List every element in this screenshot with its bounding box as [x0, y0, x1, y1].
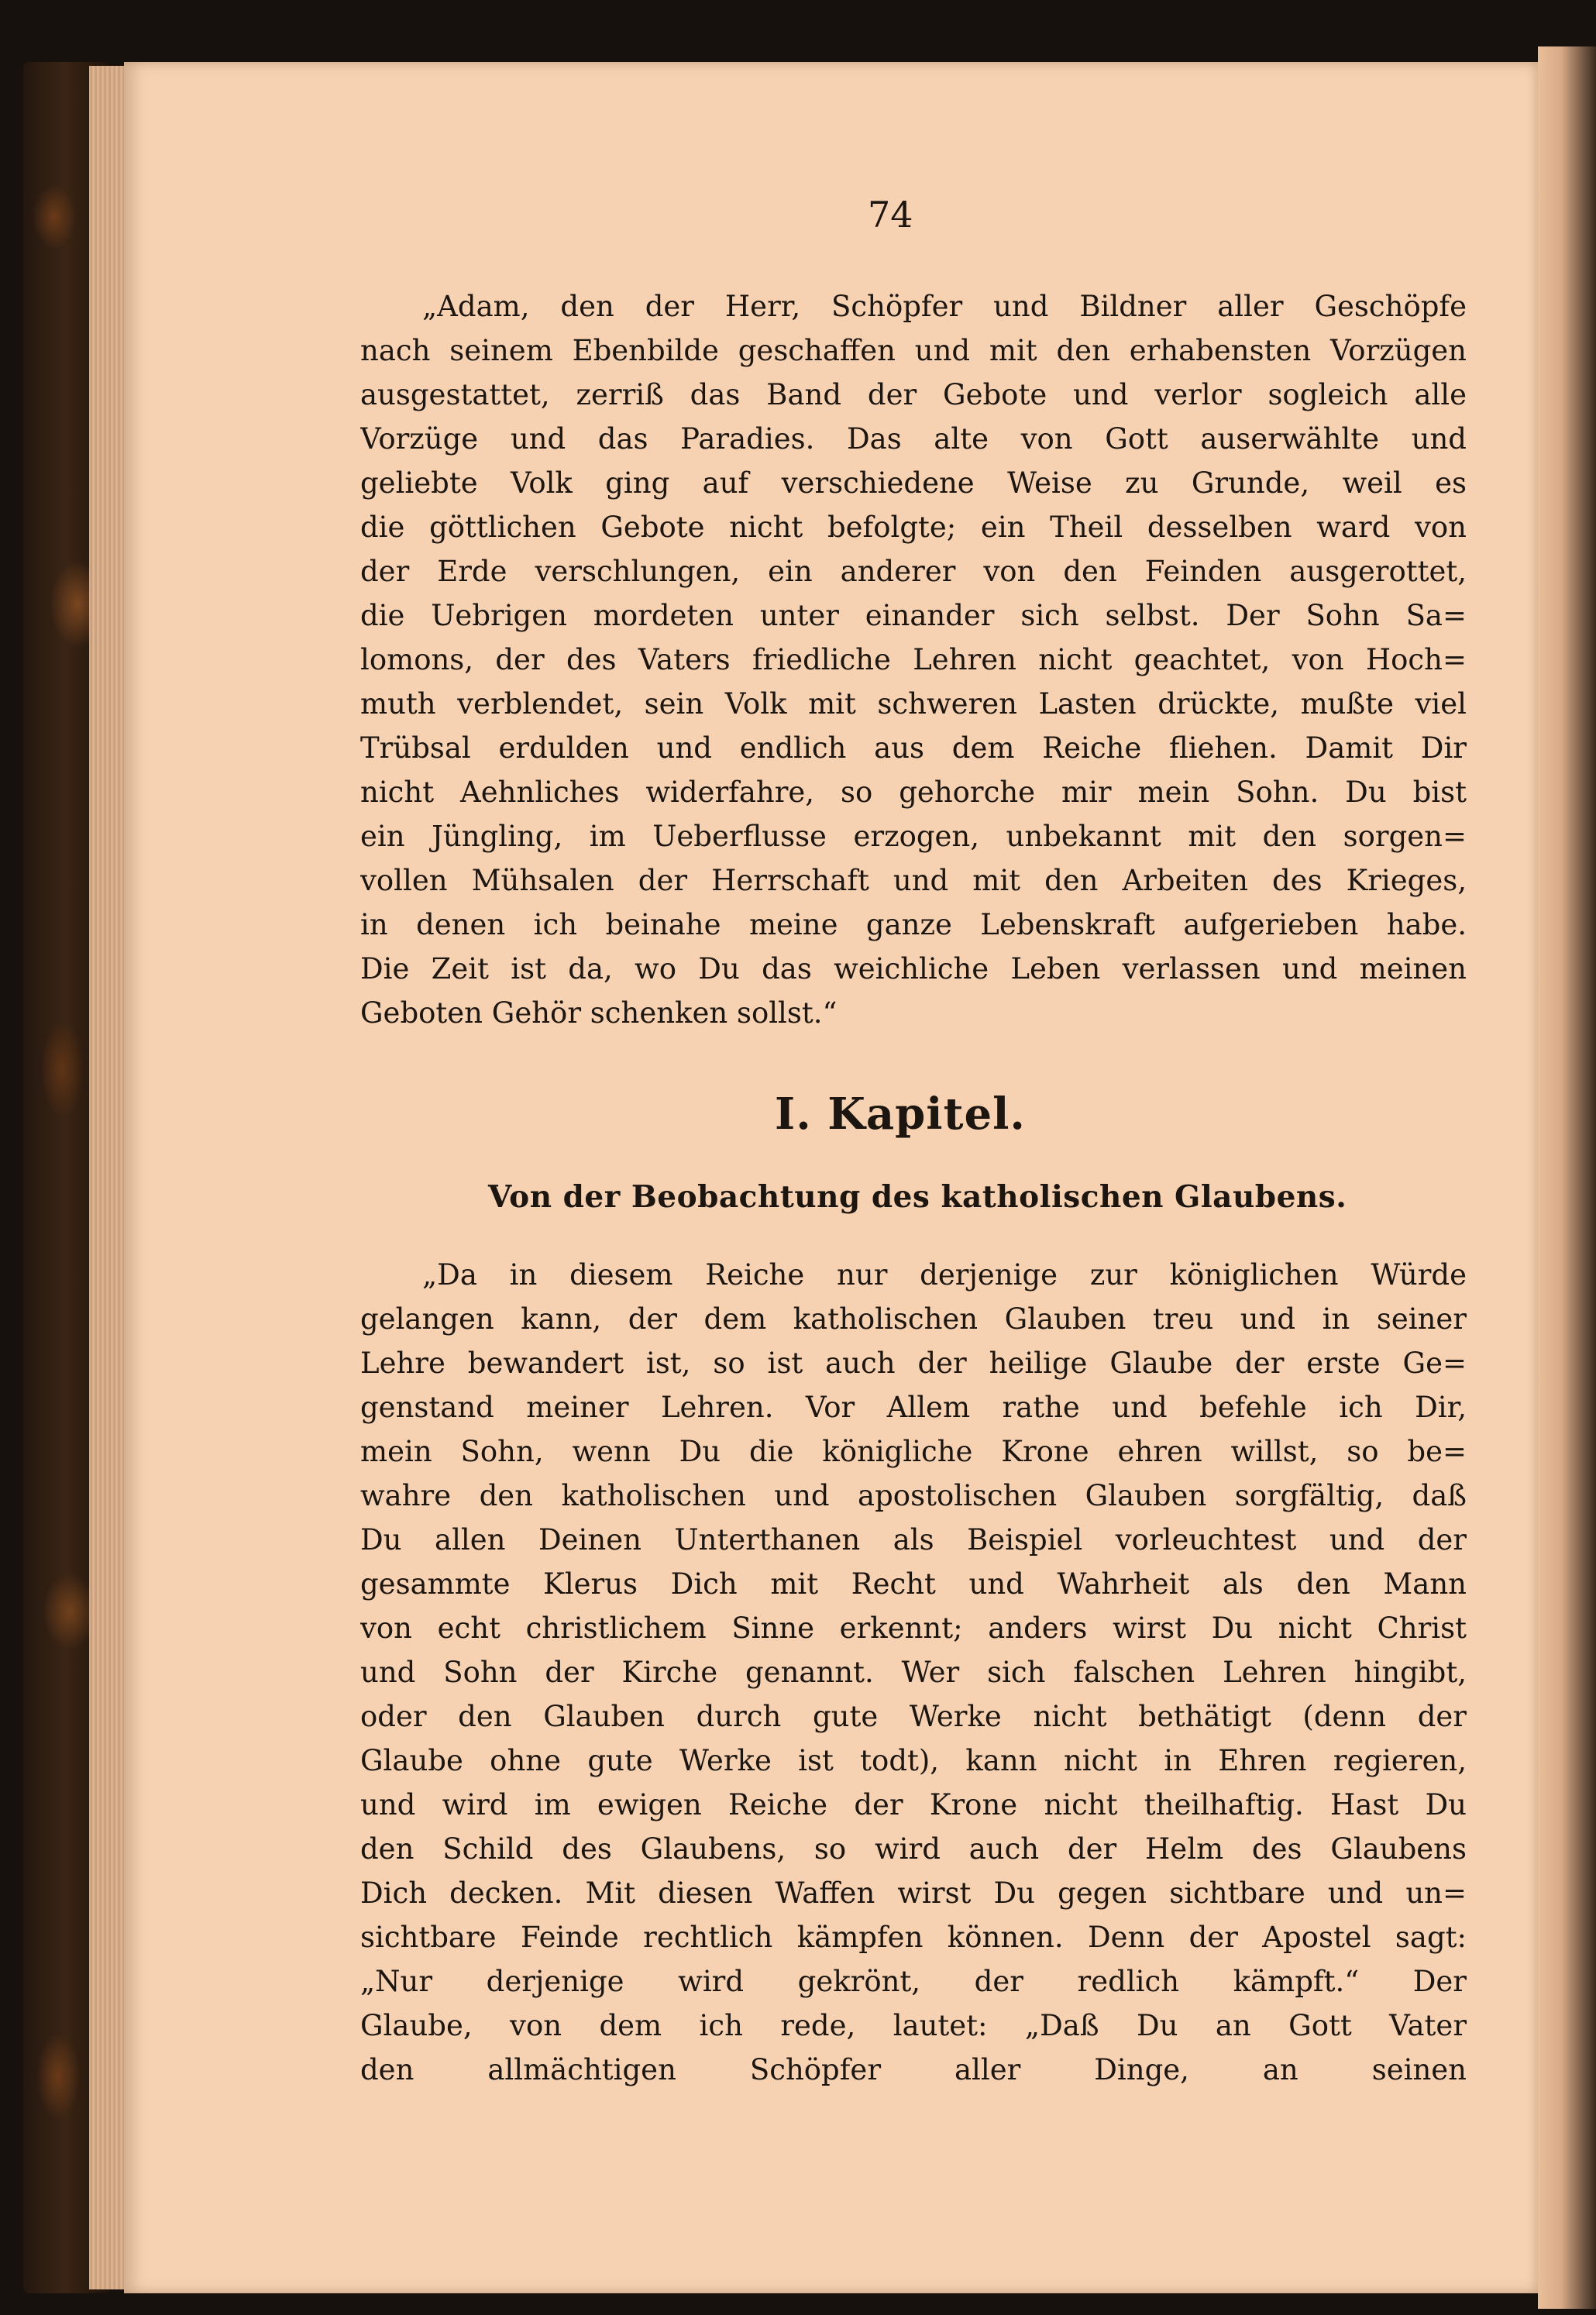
text-line: Trübsal erdulden und endlich aus dem Reiche fliehen. Damit Dir	[360, 731, 1467, 765]
text-line: und Sohn der Kirche genannt. Wer sich falschen Lehren hingibt,	[360, 1656, 1467, 1689]
text-line: Vorzüge und das Paradies. Das alte von Gott auserwählte und	[360, 422, 1467, 456]
chapter-title: I. Kapitel.	[775, 1089, 1026, 1140]
text-line: lomons, der des Vaters friedliche Lehren nicht geachtet, von Hoch=	[360, 643, 1467, 676]
text-line: sichtbare Feinde rechtlich kämpfen können. Denn der Apostel sagt:	[360, 1921, 1467, 1954]
text-line: „Adam, den der Herr, Schöpfer und Bildner aller Geschöpfe	[422, 290, 1467, 323]
text-line: „Da in diesem Reiche nur derjenige zur königlichen Würde	[422, 1258, 1467, 1292]
text-line: ausgestattet, zerriß das Band der Gebote und verlor sogleich alle	[360, 378, 1467, 411]
text-line: von echt christlichem Sinne erkennt; anders wirst Du nicht Christ	[360, 1612, 1467, 1645]
text-line: „Nur derjenige wird gekrönt, der redlich kämpft.“ Der	[360, 1965, 1467, 1998]
text-line: Dich decken. Mit diesen Waffen wirst Du gegen sichtbare und un=	[360, 1876, 1467, 1910]
text-line: den allmächtigen Schöpfer aller Dinge, an seinen	[360, 2053, 1467, 2086]
text-line: geliebte Volk ging auf verschiedene Weise zu Grunde, weil es	[360, 466, 1467, 500]
text-line: mein Sohn, wenn Du die königliche Krone ehren willst, so be=	[360, 1435, 1467, 1468]
page-number: 74	[868, 194, 913, 236]
text-line: wahre den katholischen und apostolischen Glauben sorgfältig, daß	[360, 1479, 1467, 1512]
text-line: Lehre bewandert ist, so ist auch der heilige Glaube der erste Ge=	[360, 1347, 1467, 1380]
text-line: in denen ich beinahe meine ganze Lebenskraft aufgerieben habe.	[360, 908, 1467, 941]
text-line: die göttlichen Gebote nicht befolgte; ein Theil desselben ward von	[360, 511, 1467, 544]
text-line: den Schild des Glaubens, so wird auch der Helm des Glaubens	[360, 1832, 1467, 1866]
text-line: Glaube ohne gute Werke ist todt), kann nicht in Ehren regieren,	[360, 1744, 1467, 1777]
text-line: Glaube, von dem ich rede, lautet: „Daß Du an Gott Vater	[360, 2009, 1467, 2042]
text-line: und wird im ewigen Reiche der Krone nicht theilhaftig. Hast Du	[360, 1788, 1467, 1821]
page-edges	[89, 66, 128, 2289]
text-line: nicht Aehnliches widerfahre, so gehorche mir mein Sohn. Du bist	[360, 776, 1467, 809]
text-line: gelangen kann, der dem katholischen Glauben treu und in seiner	[360, 1302, 1467, 1336]
text-line: Du allen Deinen Unterthanen als Beispiel vorleuchtest und der	[360, 1523, 1467, 1557]
text-line: ein Jüngling, im Ueberflusse erzogen, unbekannt mit den sorgen=	[360, 820, 1467, 853]
text-line: die Uebrigen mordeten unter einander sich selbst. Der Sohn Sa=	[360, 599, 1467, 632]
text-line: Die Zeit ist da, wo Du das weichliche Leben verlassen und meinen	[360, 952, 1467, 986]
text-line: gesammte Klerus Dich mit Recht und Wahrheit als den Mann	[360, 1567, 1467, 1601]
text-line: nach seinem Ebenbilde geschaffen und mit den erhabensten Vorzügen	[360, 334, 1467, 367]
text-line: Geboten Gehör schenken sollst.“	[360, 996, 838, 1030]
text-line: muth verblendet, sein Volk mit schweren Lasten drückte, mußte viel	[360, 687, 1467, 721]
text-line: oder den Glauben durch gute Werke nicht bethätigt (denn der	[360, 1700, 1467, 1733]
text-line: der Erde verschlungen, ein anderer von den Feinden ausgerottet,	[360, 555, 1467, 588]
text-line: vollen Mühsalen der Herrschaft und mit den Arbeiten des Krieges,	[360, 864, 1467, 897]
text-line: genstand meiner Lehren. Vor Allem rathe und befehle ich Dir,	[360, 1391, 1467, 1424]
facing-page-edge	[1538, 46, 1596, 2309]
chapter-subtitle: Von der Beobachtung des katholischen Glaubens.	[488, 1179, 1347, 1215]
